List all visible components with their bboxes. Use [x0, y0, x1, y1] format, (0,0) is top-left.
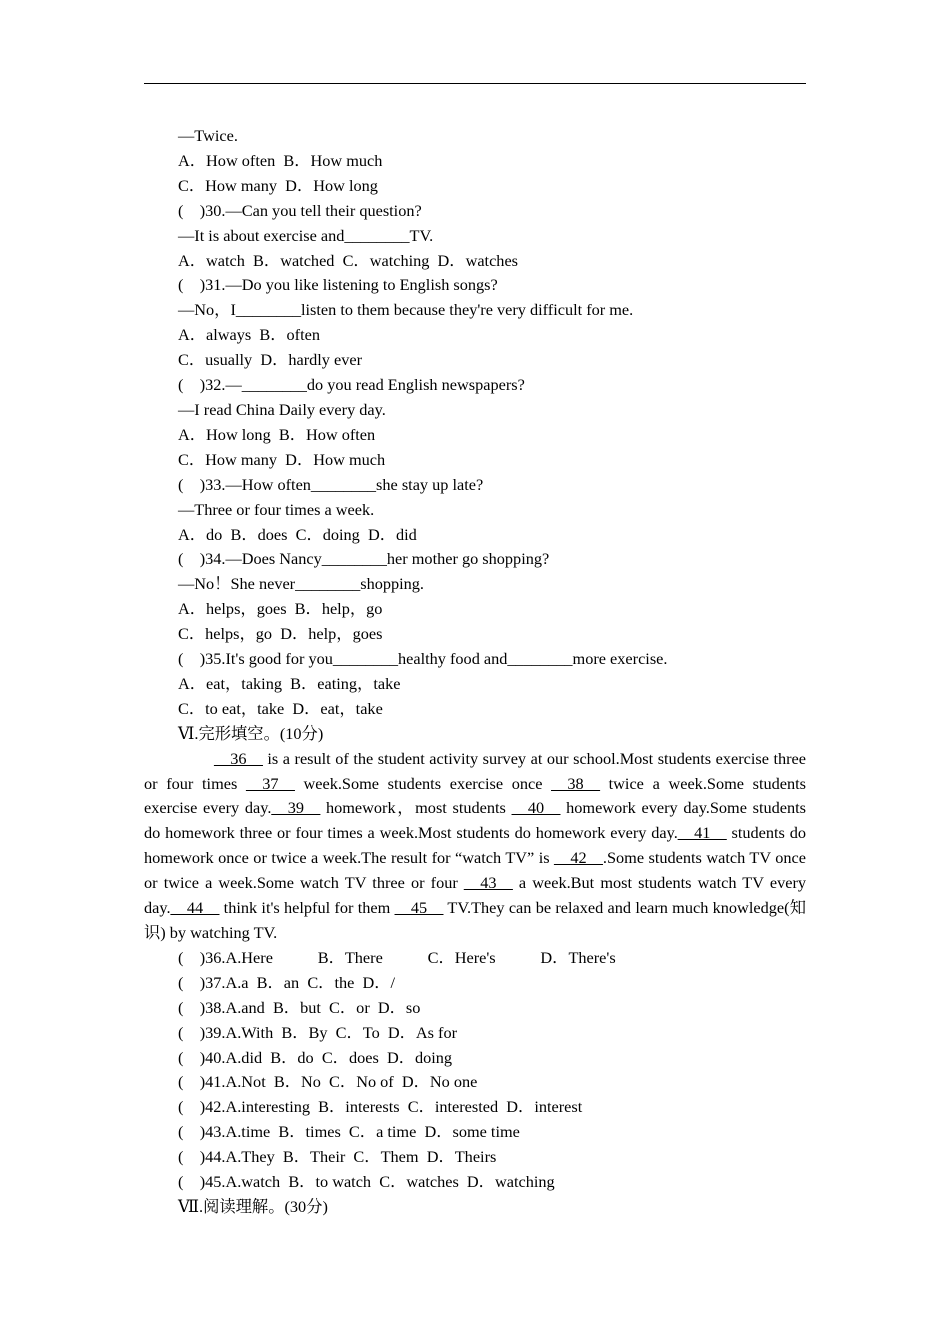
section-heading-cloze: Ⅵ.完形填空。(10分) [178, 723, 324, 743]
options-line: C．helps，go D．help，goes [178, 624, 383, 644]
header-rule [144, 83, 806, 84]
passage-text: students do homework once or twice a week.The result for “watch TV” is [144, 823, 806, 868]
options-line: A．eat，taking B．eating，take [178, 673, 401, 693]
question-41: ( )41.A.Not B．No C．No of D．No one [178, 1072, 478, 1092]
passage-text: homework，most students [320, 798, 512, 818]
question-39: ( )39.A.With B．By C．To D．As for [178, 1022, 458, 1042]
blank-43: __43__ [463, 873, 513, 893]
question-31: ( )31.—Do you like listening to English songs? [178, 275, 498, 295]
passage-text: think it's helpful for them [219, 898, 395, 918]
question-35: ( )35.It's good for you________healthy food and________more exercise. [178, 649, 668, 669]
text-line: —No！She never________shopping. [178, 574, 425, 594]
passage-text: a week.But most students watch TV every day. [144, 873, 807, 918]
text-line: —Three or four times a week. [178, 499, 375, 519]
passage-text: .Some students watch TV once or twice a week.Some watch TV three or four [144, 848, 807, 893]
options-line: A．How often B．How much [178, 150, 383, 170]
question-42: ( )42.A.interesting B．interests C．interested D．interest [178, 1097, 583, 1117]
question-37: ( )37.A.a B．an C．the D．/ [178, 972, 396, 992]
options-line: A．How long B．How often [178, 424, 376, 444]
text-line: —Twice. [178, 126, 238, 145]
blank-39: __39__ [271, 798, 321, 818]
options-line: A．watch B．watched C．watching D．watches [178, 250, 519, 270]
blank-37: __37__ [245, 773, 295, 793]
question-38: ( )38.A.and B．but C．or D．so [178, 997, 421, 1017]
document-body [144, 124, 806, 1220]
question-36: ( )36.A.Here B．There C．Here's D．There's [178, 947, 616, 967]
cloze-passage [144, 747, 806, 946]
question-32: ( )32.—________do you read English newspapers? [178, 375, 525, 395]
blank-44: __44__ [170, 898, 220, 918]
question-34: ( )34.—Does Nancy________her mother go shopping? [178, 549, 550, 569]
options-line: C．to eat，take D．eat，take [178, 698, 383, 718]
passage-text: week.Some students exercise once [294, 773, 552, 793]
options-line: A．always B．often [178, 325, 320, 345]
options-line: C．usually D．hardly ever [178, 350, 363, 370]
text-line: —It is about exercise and________TV. [178, 225, 434, 245]
text-line: —No，I________listen to them because they're very difficult for me. [178, 300, 634, 320]
blank-36: __36__ [214, 748, 263, 768]
question-44: ( )44.A.They B．Their C．Them D．Theirs [178, 1147, 497, 1167]
text-line: —I read China Daily every day. [178, 399, 386, 419]
options-line: A．do B．does C．doing D．did [178, 524, 417, 544]
passage-text: twice a week.Some students exercise every day. [144, 773, 807, 818]
question-45: ( )45.A.watch B．to watch C．watches D．watching [178, 1172, 555, 1192]
blank-38: __38__ [551, 773, 600, 793]
options-line: C．How many D．How much [178, 449, 386, 469]
blank-41: __41__ [677, 823, 727, 843]
question-43: ( )43.A.time B．times C．a time D．some time [178, 1122, 520, 1142]
passage-text: is a result of the student activity survey at our school.Most students exercise three or four times [144, 748, 806, 793]
options-line: A．helps，goes B．help，go [178, 599, 383, 619]
blank-40: __40__ [511, 798, 561, 818]
blank-45: __45__ [394, 898, 444, 918]
question-30: ( )30.—Can you tell their question? [178, 200, 422, 220]
options-line: C．How many D．How long [178, 175, 378, 195]
question-33: ( )33.—How often________she stay up late? [178, 474, 484, 494]
question-40: ( )40.A.did B．do C．does D．doing [178, 1047, 453, 1067]
passage-text: TV.They can be relaxed and learn much knowledge(知识) by watching TV. [144, 898, 806, 942]
passage-text: homework every day.Some students do homework three or four times a week.Most students do homework every day. [144, 798, 807, 843]
section-heading-reading: Ⅶ.阅读理解。(30分) [178, 1196, 328, 1216]
blank-42: __42__ [554, 848, 603, 868]
